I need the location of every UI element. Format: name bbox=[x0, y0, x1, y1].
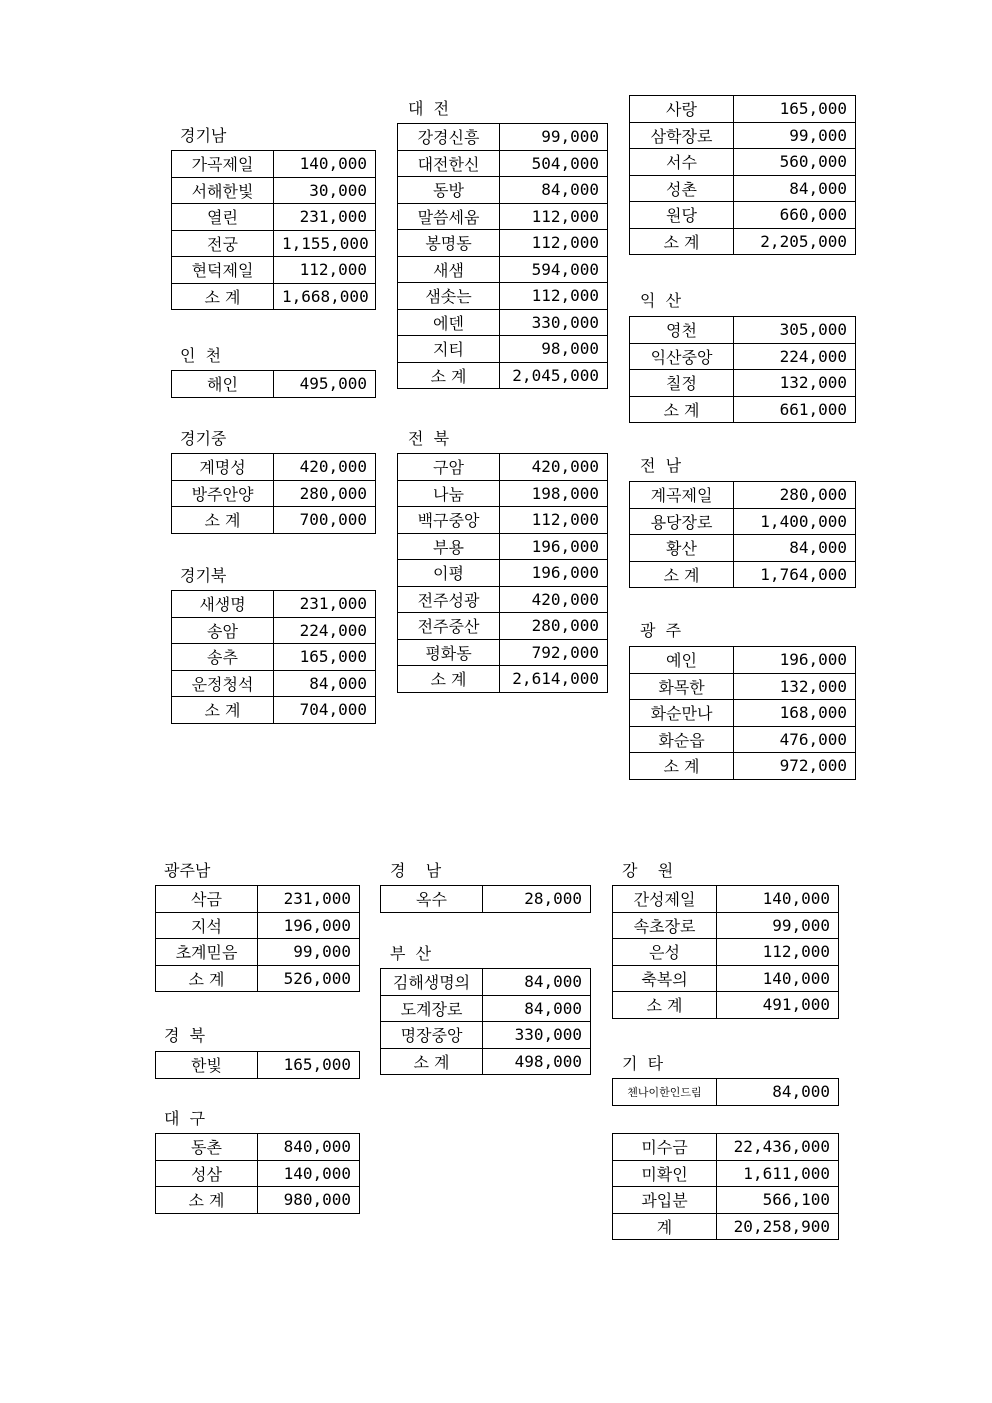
church-name: 송추 bbox=[172, 644, 274, 671]
table-row bbox=[398, 586, 608, 613]
amount-value: 112,000 bbox=[274, 257, 376, 284]
church-name: 소 계 bbox=[398, 362, 500, 389]
region-table bbox=[155, 1133, 360, 1214]
table-row bbox=[398, 454, 608, 481]
amount-value: 566,100 bbox=[717, 1187, 839, 1214]
church-name: 첸나이한인드림 bbox=[613, 1079, 717, 1106]
amount-value: 231,000 bbox=[274, 204, 376, 231]
table-row bbox=[172, 257, 376, 284]
table-row bbox=[613, 1213, 839, 1240]
region-heading: 전 남 bbox=[640, 456, 682, 475]
amount-value: 112,000 bbox=[500, 230, 608, 257]
amount-value: 196,000 bbox=[500, 560, 608, 587]
table-row bbox=[172, 697, 376, 724]
church-name: 성삼 bbox=[156, 1160, 258, 1187]
table-row bbox=[398, 480, 608, 507]
church-name: 동촌 bbox=[156, 1134, 258, 1161]
region-heading: 광주남 bbox=[164, 861, 211, 880]
amount-value: 168,000 bbox=[734, 700, 856, 727]
region-table bbox=[629, 95, 856, 255]
table-row bbox=[613, 886, 839, 913]
table-row bbox=[172, 617, 376, 644]
church-name: 평화동 bbox=[398, 639, 500, 666]
amount-value: 140,000 bbox=[717, 965, 839, 992]
amount-value: 2,045,000 bbox=[500, 362, 608, 389]
amount-value: 420,000 bbox=[274, 454, 376, 481]
amount-value: 84,000 bbox=[734, 535, 856, 562]
table-row bbox=[398, 203, 608, 230]
church-name: 전주중산 bbox=[398, 613, 500, 640]
region-table bbox=[629, 316, 856, 423]
church-name: 소 계 bbox=[630, 753, 734, 780]
amount-value: 491,000 bbox=[717, 992, 839, 1019]
church-name: 서수 bbox=[630, 149, 734, 176]
church-name: 이평 bbox=[398, 560, 500, 587]
table-row bbox=[398, 560, 608, 587]
amount-value: 224,000 bbox=[274, 617, 376, 644]
amount-value: 1,400,000 bbox=[734, 508, 856, 535]
church-name: 동방 bbox=[398, 177, 500, 204]
region-table bbox=[171, 453, 376, 534]
region-table bbox=[171, 590, 376, 724]
church-name: 칠정 bbox=[630, 370, 734, 397]
amount-value: 84,000 bbox=[717, 1079, 839, 1106]
table-row bbox=[172, 283, 376, 310]
amount-value: 112,000 bbox=[500, 203, 608, 230]
table-row bbox=[630, 726, 856, 753]
region-heading: 경기중 bbox=[180, 429, 227, 448]
church-name: 원당 bbox=[630, 202, 734, 229]
region-table bbox=[629, 646, 856, 780]
table-row bbox=[613, 1187, 839, 1214]
church-name: 삼학장로 bbox=[630, 122, 734, 149]
amount-value: 84,000 bbox=[274, 670, 376, 697]
church-name: 나눔 bbox=[398, 480, 500, 507]
table-row bbox=[156, 912, 360, 939]
table-row bbox=[172, 670, 376, 697]
amount-value: 280,000 bbox=[274, 480, 376, 507]
church-name: 사랑 bbox=[630, 96, 734, 123]
amount-value: 98,000 bbox=[500, 336, 608, 363]
table-row bbox=[156, 965, 360, 992]
amount-value: 112,000 bbox=[500, 507, 608, 534]
table-row bbox=[630, 396, 856, 423]
amount-value: 504,000 bbox=[500, 150, 608, 177]
church-name: 지석 bbox=[156, 912, 258, 939]
church-name: 미확인 bbox=[613, 1160, 717, 1187]
table-row bbox=[172, 480, 376, 507]
church-name: 소 계 bbox=[630, 396, 734, 423]
amount-value: 28,000 bbox=[483, 886, 591, 913]
church-name: 계명성 bbox=[172, 454, 274, 481]
amount-value: 980,000 bbox=[258, 1187, 360, 1214]
table-row bbox=[613, 992, 839, 1019]
amount-value: 231,000 bbox=[258, 886, 360, 913]
church-name: 전주성광 bbox=[398, 586, 500, 613]
region-heading: 익 산 bbox=[640, 291, 682, 310]
table-row bbox=[613, 1160, 839, 1187]
church-name: 김해생명의 bbox=[381, 969, 483, 996]
region-table bbox=[155, 885, 360, 992]
church-name: 간성제일 bbox=[613, 886, 717, 913]
church-name: 화목한 bbox=[630, 673, 734, 700]
amount-value: 112,000 bbox=[717, 939, 839, 966]
church-name: 소 계 bbox=[630, 228, 734, 255]
amount-value: 704,000 bbox=[274, 697, 376, 724]
region-table bbox=[612, 1078, 839, 1106]
region-heading: 광 주 bbox=[640, 621, 682, 640]
table-row bbox=[398, 639, 608, 666]
amount-value: 224,000 bbox=[734, 343, 856, 370]
table-row bbox=[172, 204, 376, 231]
table-row bbox=[630, 647, 856, 674]
amount-value: 20,258,900 bbox=[717, 1213, 839, 1240]
church-name: 방주안양 bbox=[172, 480, 274, 507]
church-name: 초계믿음 bbox=[156, 939, 258, 966]
amount-value: 700,000 bbox=[274, 507, 376, 534]
amount-value: 165,000 bbox=[258, 1052, 360, 1079]
table-row bbox=[630, 753, 856, 780]
amount-value: 231,000 bbox=[274, 591, 376, 618]
table-row bbox=[398, 230, 608, 257]
church-name: 화순만나 bbox=[630, 700, 734, 727]
table-row bbox=[613, 1134, 839, 1161]
table-row bbox=[381, 969, 591, 996]
table-row bbox=[630, 149, 856, 176]
table-row bbox=[398, 666, 608, 693]
church-name: 강경신흥 bbox=[398, 124, 500, 151]
table-row bbox=[172, 371, 376, 398]
table-row bbox=[172, 177, 376, 204]
table-row bbox=[630, 175, 856, 202]
amount-value: 280,000 bbox=[500, 613, 608, 640]
church-name: 성촌 bbox=[630, 175, 734, 202]
church-name: 삭금 bbox=[156, 886, 258, 913]
region-table bbox=[397, 453, 608, 693]
table-row bbox=[613, 965, 839, 992]
region-heading: 대 전 bbox=[408, 99, 450, 118]
church-name: 해인 bbox=[172, 371, 274, 398]
church-name: 새샘 bbox=[398, 256, 500, 283]
table-row bbox=[172, 644, 376, 671]
amount-value: 196,000 bbox=[500, 533, 608, 560]
table-row bbox=[381, 995, 591, 1022]
table-row bbox=[630, 96, 856, 123]
church-name: 소 계 bbox=[630, 561, 734, 588]
church-name: 용당장로 bbox=[630, 508, 734, 535]
amount-value: 99,000 bbox=[500, 124, 608, 151]
church-name: 소 계 bbox=[156, 1187, 258, 1214]
church-name: 한빛 bbox=[156, 1052, 258, 1079]
table-row bbox=[398, 362, 608, 389]
church-name: 미수금 bbox=[613, 1134, 717, 1161]
table-row bbox=[630, 343, 856, 370]
region-table bbox=[629, 481, 856, 588]
church-name: 황산 bbox=[630, 535, 734, 562]
church-name: 열린 bbox=[172, 204, 274, 231]
region-table bbox=[612, 885, 839, 1019]
amount-value: 140,000 bbox=[274, 151, 376, 178]
church-name: 옥수 bbox=[381, 886, 483, 913]
amount-value: 196,000 bbox=[734, 647, 856, 674]
amount-value: 2,614,000 bbox=[500, 666, 608, 693]
amount-value: 280,000 bbox=[734, 482, 856, 509]
amount-value: 140,000 bbox=[258, 1160, 360, 1187]
table-row bbox=[156, 1052, 360, 1079]
church-name: 소 계 bbox=[172, 697, 274, 724]
amount-value: 165,000 bbox=[274, 644, 376, 671]
church-name: 구암 bbox=[398, 454, 500, 481]
region-table bbox=[171, 370, 376, 398]
amount-value: 560,000 bbox=[734, 149, 856, 176]
church-name: 대전한신 bbox=[398, 150, 500, 177]
region-table bbox=[397, 123, 608, 389]
amount-value: 792,000 bbox=[500, 639, 608, 666]
amount-value: 84,000 bbox=[500, 177, 608, 204]
amount-value: 498,000 bbox=[483, 1048, 591, 1075]
amount-value: 476,000 bbox=[734, 726, 856, 753]
table-row bbox=[156, 1134, 360, 1161]
region-table bbox=[171, 150, 376, 310]
church-name: 소 계 bbox=[381, 1048, 483, 1075]
table-row bbox=[172, 507, 376, 534]
table-row bbox=[630, 535, 856, 562]
church-name: 전궁 bbox=[172, 230, 274, 257]
region-table bbox=[155, 1051, 360, 1079]
region-heading: 기 타 bbox=[622, 1054, 664, 1073]
table-row bbox=[630, 561, 856, 588]
amount-value: 30,000 bbox=[274, 177, 376, 204]
table-row bbox=[172, 454, 376, 481]
table-row bbox=[613, 939, 839, 966]
table-row bbox=[630, 673, 856, 700]
region-heading: 경 남 bbox=[390, 861, 442, 880]
region-heading: 전 북 bbox=[408, 429, 450, 448]
amount-value: 99,000 bbox=[717, 912, 839, 939]
amount-value: 132,000 bbox=[734, 370, 856, 397]
church-name: 계 bbox=[613, 1213, 717, 1240]
church-name: 샘솟는 bbox=[398, 283, 500, 310]
church-name: 소 계 bbox=[156, 965, 258, 992]
region-heading: 부 산 bbox=[390, 944, 432, 963]
table-row bbox=[172, 151, 376, 178]
amount-value: 1,764,000 bbox=[734, 561, 856, 588]
amount-value: 330,000 bbox=[483, 1022, 591, 1049]
table-row bbox=[398, 309, 608, 336]
church-name: 새생명 bbox=[172, 591, 274, 618]
table-row bbox=[381, 1022, 591, 1049]
amount-value: 594,000 bbox=[500, 256, 608, 283]
amount-value: 84,000 bbox=[483, 969, 591, 996]
church-name: 부용 bbox=[398, 533, 500, 560]
amount-value: 972,000 bbox=[734, 753, 856, 780]
amount-value: 330,000 bbox=[500, 309, 608, 336]
region-heading: 경 북 bbox=[164, 1026, 206, 1045]
church-name: 과입분 bbox=[613, 1187, 717, 1214]
amount-value: 420,000 bbox=[500, 586, 608, 613]
amount-value: 112,000 bbox=[500, 283, 608, 310]
table-row bbox=[630, 508, 856, 535]
amount-value: 84,000 bbox=[734, 175, 856, 202]
amount-value: 840,000 bbox=[258, 1134, 360, 1161]
church-name: 계곡제일 bbox=[630, 482, 734, 509]
table-row bbox=[613, 1079, 839, 1106]
region-heading: 강 원 bbox=[622, 861, 674, 880]
church-name: 익산중앙 bbox=[630, 343, 734, 370]
church-name: 에덴 bbox=[398, 309, 500, 336]
region-table bbox=[380, 885, 591, 913]
amount-value: 140,000 bbox=[717, 886, 839, 913]
amount-value: 1,155,000 bbox=[274, 230, 376, 257]
region-heading: 경기북 bbox=[180, 566, 227, 585]
church-name: 소 계 bbox=[172, 507, 274, 534]
amount-value: 660,000 bbox=[734, 202, 856, 229]
church-name: 영천 bbox=[630, 317, 734, 344]
church-name: 소 계 bbox=[172, 283, 274, 310]
amount-value: 661,000 bbox=[734, 396, 856, 423]
amount-value: 198,000 bbox=[500, 480, 608, 507]
amount-value: 420,000 bbox=[500, 454, 608, 481]
table-row bbox=[398, 507, 608, 534]
church-name: 화순읍 bbox=[630, 726, 734, 753]
table-row bbox=[156, 1160, 360, 1187]
table-row bbox=[630, 700, 856, 727]
amount-value: 99,000 bbox=[734, 122, 856, 149]
amount-value: 132,000 bbox=[734, 673, 856, 700]
table-row bbox=[630, 202, 856, 229]
table-row bbox=[398, 124, 608, 151]
church-name: 송암 bbox=[172, 617, 274, 644]
table-row bbox=[381, 886, 591, 913]
region-table bbox=[612, 1133, 839, 1240]
table-row bbox=[156, 886, 360, 913]
church-name: 지티 bbox=[398, 336, 500, 363]
amount-value: 1,611,000 bbox=[717, 1160, 839, 1187]
church-name: 운정청석 bbox=[172, 670, 274, 697]
church-name: 명장중앙 bbox=[381, 1022, 483, 1049]
church-name: 봉명동 bbox=[398, 230, 500, 257]
church-name: 소 계 bbox=[398, 666, 500, 693]
table-row bbox=[381, 1048, 591, 1075]
region-table bbox=[380, 968, 591, 1075]
table-row bbox=[398, 150, 608, 177]
table-row bbox=[172, 230, 376, 257]
region-heading: 대 구 bbox=[164, 1109, 206, 1128]
church-name: 백구중앙 bbox=[398, 507, 500, 534]
amount-value: 495,000 bbox=[274, 371, 376, 398]
amount-value: 22,436,000 bbox=[717, 1134, 839, 1161]
table-row bbox=[630, 482, 856, 509]
table-row bbox=[630, 122, 856, 149]
table-row bbox=[613, 912, 839, 939]
church-name: 예인 bbox=[630, 647, 734, 674]
church-name: 은성 bbox=[613, 939, 717, 966]
church-name: 말씀세움 bbox=[398, 203, 500, 230]
amount-value: 196,000 bbox=[258, 912, 360, 939]
church-name: 축복의 bbox=[613, 965, 717, 992]
table-row bbox=[398, 177, 608, 204]
amount-value: 165,000 bbox=[734, 96, 856, 123]
table-row bbox=[398, 533, 608, 560]
region-heading: 인 천 bbox=[180, 346, 222, 365]
table-row bbox=[156, 939, 360, 966]
table-row bbox=[398, 256, 608, 283]
table-row bbox=[630, 228, 856, 255]
amount-value: 1,668,000 bbox=[274, 283, 376, 310]
church-name: 속초장로 bbox=[613, 912, 717, 939]
table-row bbox=[398, 613, 608, 640]
amount-value: 2,205,000 bbox=[734, 228, 856, 255]
amount-value: 99,000 bbox=[258, 939, 360, 966]
church-name: 서해한빛 bbox=[172, 177, 274, 204]
church-name: 현덕제일 bbox=[172, 257, 274, 284]
table-row bbox=[630, 317, 856, 344]
amount-value: 305,000 bbox=[734, 317, 856, 344]
region-heading: 경기남 bbox=[180, 126, 227, 145]
table-row bbox=[156, 1187, 360, 1214]
church-name: 소 계 bbox=[613, 992, 717, 1019]
church-name: 도계장로 bbox=[381, 995, 483, 1022]
amount-value: 84,000 bbox=[483, 995, 591, 1022]
table-row bbox=[398, 283, 608, 310]
table-row bbox=[172, 591, 376, 618]
amount-value: 526,000 bbox=[258, 965, 360, 992]
church-name: 가곡제일 bbox=[172, 151, 274, 178]
table-row bbox=[630, 370, 856, 397]
table-row bbox=[398, 336, 608, 363]
